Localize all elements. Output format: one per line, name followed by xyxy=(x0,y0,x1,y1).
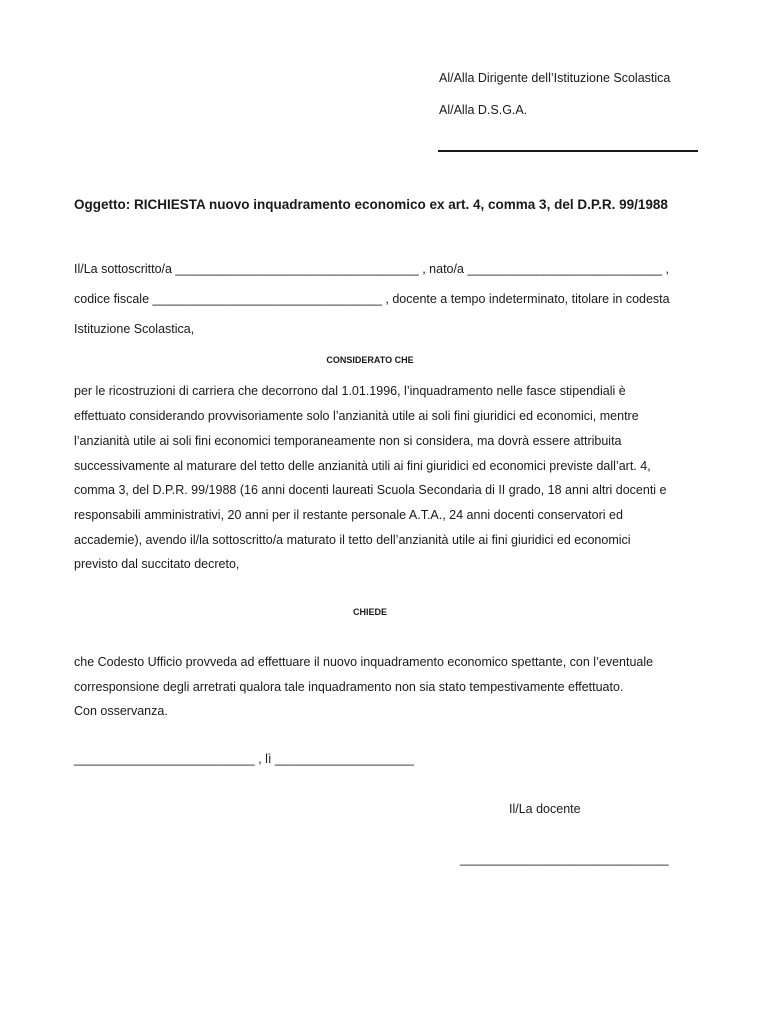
considerato-line-8: previsto dal succitato decreto, xyxy=(74,557,240,571)
recipient-dirigente: Al/Alla Dirigente dell’Istituzione Scolastica xyxy=(439,71,671,85)
chiede-heading: CHIEDE xyxy=(352,607,387,617)
recipient-underline xyxy=(438,150,698,152)
place-date-line: __________________________ , lì ____________________ xyxy=(74,752,414,766)
considerato-line-1: per le ricostruzioni di carriera che decorrono dal 1.01.1996, l’inquadramento nelle fasce stipendiali è xyxy=(74,384,626,398)
recipient-dsga: Al/Alla D.S.G.A. xyxy=(439,103,528,117)
considerato-line-6: responsabili amministrativi, 20 anni per il restante personale A.T.A., 24 anni docenti conservatori ed xyxy=(74,508,623,522)
chiede-line-2: corresponsione degli arretrati qualora tale inquadramento non sia stato tempestivamente effettuato. xyxy=(74,680,624,694)
considerato-heading: CONSIDERATO CHE xyxy=(326,355,414,365)
closing-line: Con osservanza. xyxy=(74,704,168,718)
intro-line-3: Istituzione Scolastica, xyxy=(74,322,195,336)
signer-label: Il/La docente xyxy=(509,802,581,816)
subject-line: Oggetto: RICHIESTA nuovo inquadramento economico ex art. 4, comma 3, del D.P.R. 99/1988 xyxy=(74,197,668,212)
considerato-line-7: accademie), avendo il/la sottoscritto/a maturato il tetto dell’anzianità utile ai fini giuridici ed economici xyxy=(74,533,631,547)
considerato-line-2: effettuato considerando provvisoriamente solo l’anzianità utile ai soli fini giuridici ed economici, mentre xyxy=(74,409,639,423)
considerato-line-4: successivamente al maturare del tetto delle anzianità utili ai fini giuridici ed economici previste dall’art. 4, xyxy=(74,459,651,473)
signature-line: ______________________________ xyxy=(460,852,669,866)
considerato-line-3: l’anzianità utile ai soli fini economici temporaneamente non si considera, ma dovrà essere attribuita xyxy=(74,434,622,448)
chiede-line-1: che Codesto Ufficio provveda ad effettuare il nuovo inquadramento economico spettante, con l’eventuale xyxy=(74,655,654,669)
considerato-line-5: comma 3, del D.P.R. 99/1988 (16 anni docenti laureati Scuola Secondaria di II grado, 18 anni altri docenti e xyxy=(74,483,667,497)
intro-line-1: Il/La sottoscritto/a ___________________________________ , nato/a ____________________________ , xyxy=(74,262,669,276)
intro-line-2: codice fiscale _________________________________ , docente a tempo indeterminato, titolare in codesta xyxy=(74,292,670,306)
